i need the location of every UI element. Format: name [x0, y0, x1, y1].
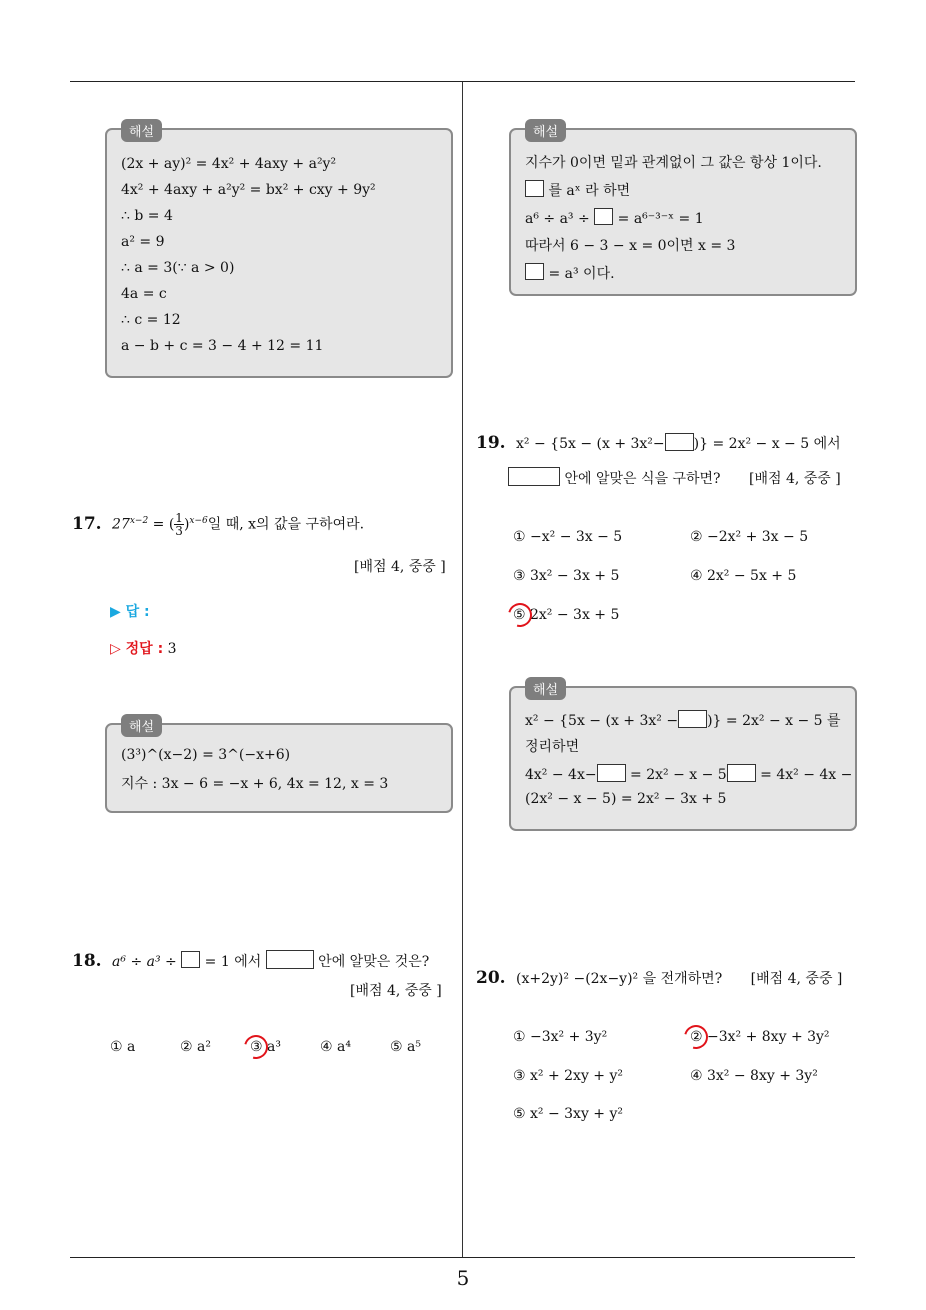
- question-text: )} = 2x² − x − 5 에서: [693, 436, 841, 452]
- fraction-numerator: 1: [175, 511, 183, 525]
- selected-answer-mark: [240, 1031, 273, 1064]
- solution-text: 를 aˣ 라 하면: [548, 183, 631, 199]
- correct-answer-line: [110, 638, 177, 658]
- choice-5[interactable]: ⑤ a⁵: [390, 1039, 421, 1055]
- question-text: a⁶ ÷ a³ ÷: [112, 954, 177, 970]
- solution-text: 4x² − 4x−: [525, 767, 597, 783]
- solution-line: (2x² − x − 5) = 2x² − 3x + 5: [525, 791, 727, 807]
- choice-4[interactable]: ④ a⁴: [320, 1039, 351, 1055]
- choice-4[interactable]: ④ 2x² − 5x + 5: [690, 568, 797, 584]
- solution-text: )} = 2x² − x − 5 를: [707, 713, 841, 729]
- solution-box-18: [509, 125, 857, 296]
- choice-2[interactable]: ② −3x² + 8xy + 3y²: [690, 1029, 830, 1045]
- solution-tag: 해설: [121, 119, 162, 142]
- question-text: 안에 알맞은 식을 구하면?: [564, 471, 721, 487]
- solution-box-19: [509, 683, 857, 831]
- solution-text: = a⁶⁻³⁻ˣ = 1: [617, 211, 704, 227]
- blank-box: [678, 710, 707, 728]
- question-text: 안에 알맞은 것은?: [318, 954, 430, 970]
- blank-box: [181, 951, 200, 968]
- solution-line: 4a = c: [121, 286, 167, 302]
- question-text: (x+2y)² −(2x−y)² 을 전개하면?: [516, 971, 723, 987]
- solution-line: [525, 208, 843, 227]
- question-number: 18.: [72, 951, 102, 971]
- solution-text: x² − {5x − (x + 3x² −: [525, 713, 679, 729]
- solution-line: [525, 764, 853, 783]
- selected-answer-mark: [504, 599, 537, 632]
- question-number: 20.: [476, 968, 506, 988]
- choice-2[interactable]: ② a²: [180, 1039, 211, 1055]
- question-18: [72, 950, 462, 971]
- solution-line: 정리하면: [525, 739, 580, 755]
- blank-box: [597, 764, 626, 782]
- question-19-line2: [508, 467, 841, 488]
- solution-text: = 2x² − x − 5: [630, 767, 727, 783]
- fraction-denominator: 3: [175, 524, 183, 538]
- solution-line: (2x + ay)² = 4x² + 4axy + a²y²: [121, 156, 337, 172]
- answer-label: ▶ 답 :: [110, 604, 150, 620]
- solution-line: a − b + c = 3 − 4 + 12 = 11: [121, 338, 324, 354]
- question-number: 17.: [72, 513, 102, 534]
- choice-3[interactable]: ③ x² + 2xy + y²: [513, 1068, 624, 1084]
- solution-text: = 4x² − 4x −: [760, 767, 853, 783]
- question-text: x² − {5x − (x + 3x²−: [516, 436, 665, 452]
- solution-line: 4x² + 4axy + a²y² = bx² + cxy + 9y²: [121, 182, 376, 198]
- selected-answer-mark: [680, 1021, 713, 1054]
- solution-text: = a³ 이다.: [548, 266, 615, 282]
- question-exponent: x−6: [189, 515, 208, 526]
- choice-3[interactable]: ③ 3x² − 3x + 5: [513, 568, 620, 584]
- solution-line: ∴ c = 12: [121, 312, 181, 328]
- blank-box: [727, 764, 756, 782]
- question-text-eq: = (: [148, 516, 175, 533]
- solution-line: 지수 : 3x − 6 = −x + 6, 4x = 12, x = 3: [121, 776, 389, 792]
- solution-tag: 해설: [525, 119, 566, 142]
- bottom-rule: [70, 1257, 855, 1258]
- choice-3[interactable]: ③ a³: [250, 1039, 281, 1055]
- question-19: [476, 433, 861, 453]
- solution-line: [525, 180, 843, 200]
- solution-line: ∴ a = 3(∵ a > 0): [121, 260, 235, 276]
- question-exponent: x−2: [129, 515, 149, 526]
- choice-1[interactable]: ① −x² − 3x − 5: [513, 529, 623, 545]
- blank-box-wide: [508, 467, 560, 486]
- blank-box: [525, 263, 544, 280]
- choice-5[interactable]: ⑤ x² − 3xy + y²: [513, 1106, 624, 1122]
- blank-box: [594, 208, 613, 225]
- solution-line: (3³)^(x−2) = 3^(−x+6): [121, 747, 291, 763]
- question-meta: [배점 4, 중중 ]: [750, 971, 843, 987]
- solution-box-16: [105, 125, 453, 378]
- choice-2[interactable]: ② −2x² + 3x − 5: [690, 529, 809, 545]
- correct-answer-label: ▷ 정답 :: [110, 641, 164, 657]
- question-meta: [배점 4, 중중 ]: [350, 983, 442, 999]
- question-text-base: 27: [112, 516, 130, 533]
- choice-4[interactable]: ④ 3x² − 8xy + 3y²: [690, 1068, 818, 1084]
- answer-line: [110, 601, 150, 621]
- solution-line: [525, 263, 843, 283]
- column-divider: [462, 82, 463, 1257]
- question-17: 17. $27^{x-2}$ = ( $\frac{1}{3}$ )$^{x-6}$일 때, x의 값을 구하여라.: [72, 511, 365, 538]
- solution-tag: 해설: [525, 677, 566, 700]
- question-text: 일 때, x의 값을 구하여라.: [207, 516, 365, 533]
- fraction: [174, 512, 184, 537]
- blank-box: [525, 180, 544, 197]
- solution-line: [525, 710, 843, 730]
- question-meta: [배점 4, 중중 ]: [354, 559, 446, 575]
- question-number: 19.: [476, 433, 506, 453]
- question-20: [476, 968, 861, 988]
- page-number: 5: [456, 1266, 470, 1290]
- solution-line: 따라서 6 − 3 − x = 0이면 x = 3: [525, 238, 736, 254]
- solution-line: ∴ b = 4: [121, 208, 173, 224]
- solution-text: a⁶ ÷ a³ ÷: [525, 211, 590, 227]
- question-text: = 1 에서: [204, 954, 262, 970]
- blank-box: [665, 433, 694, 451]
- question-meta: [배점 4, 중중 ]: [749, 471, 841, 487]
- choice-5[interactable]: ⑤ 2x² − 3x + 5: [513, 607, 620, 623]
- solution-box-17: [105, 720, 453, 813]
- correct-answer-value: 3: [167, 641, 177, 657]
- solution-tag: 해설: [121, 714, 162, 737]
- solution-line: a² = 9: [121, 234, 165, 250]
- choice-1[interactable]: ① −3x² + 3y²: [513, 1029, 608, 1045]
- choice-1[interactable]: ① a: [110, 1039, 136, 1055]
- solution-line: 지수가 0이면 밑과 관계없이 그 값은 항상 1이다.: [525, 155, 822, 171]
- blank-box-wide: [266, 950, 314, 969]
